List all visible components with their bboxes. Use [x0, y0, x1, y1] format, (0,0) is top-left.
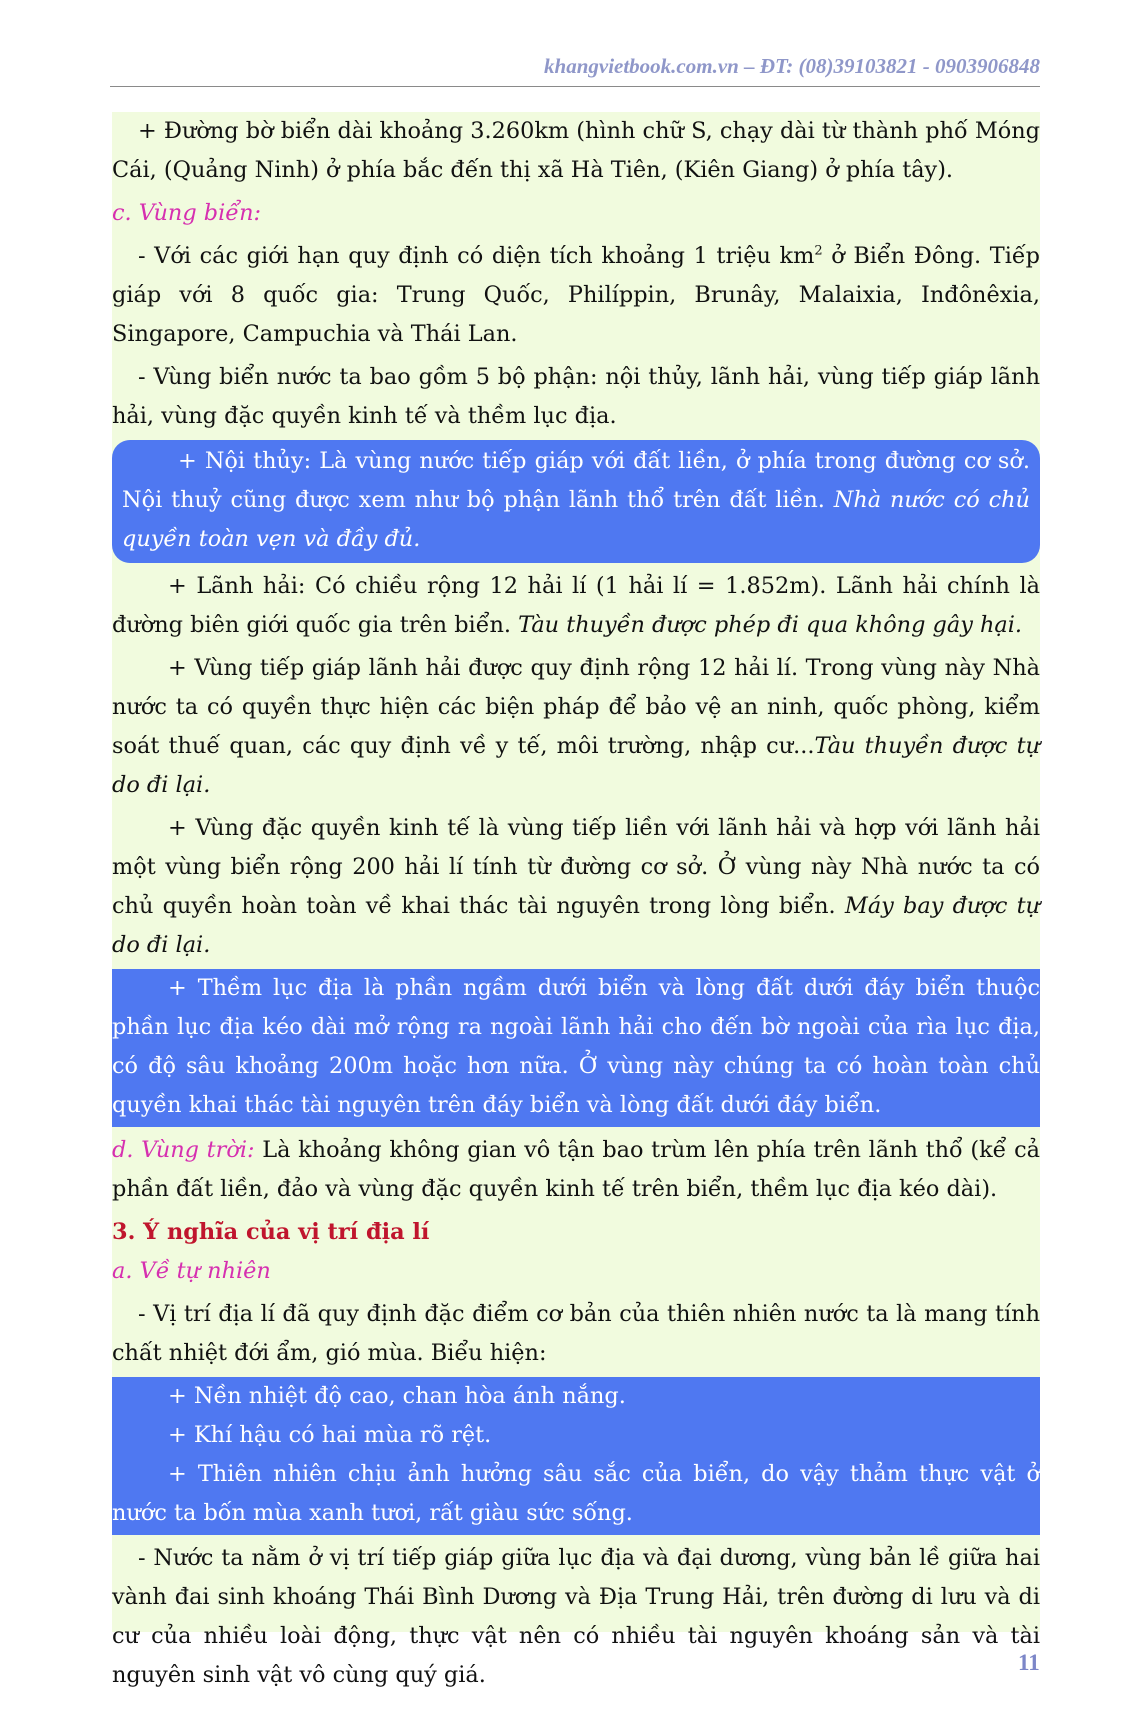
section-d-heading: d. Vùng trời:	[112, 1137, 255, 1163]
section-3-heading: 3. Ý nghĩa của vị trí địa lí	[112, 1219, 430, 1245]
internal-waters-text: + Nội thủy: Là vùng nước tiếp giáp với đất liền, ở phía trong đường cơ sở. Nội thuỷ cũng được xem như bộ phận lãnh thổ trên đất liền.	[122, 448, 1030, 513]
feature-temperature: + Nền nhiệt độ cao, chan hòa ánh nắng.	[168, 1383, 626, 1409]
section-a-heading: a. Về tự nhiên	[112, 1258, 271, 1284]
internal-waters-highlight	[112, 440, 1040, 563]
contiguous-zone-text: + Vùng tiếp giáp lãnh hải được quy định rộng 12 hải lí. Trong vùng này Nhà nước ta có quyền thực hiện các biện pháp để bảo vệ an ninh, quốc phòng, kiểm soát thuế quan, các quy định về y tế, môi trường, nhập cư...	[112, 655, 1040, 759]
airspace-text: Là khoảng không gian vô tận bao trùm lên phía trên lãnh thổ (kể cả phần đất liền, đảo và vùng đặc quyền kinh tế trên biển, thềm lục địa kéo dài).	[112, 1137, 1040, 1202]
coastline-paragraph: + Đường bờ biển dài khoảng 3.260km (hình chữ S, chạy dài từ thành phố Móng Cái, (Quảng Ninh) ở phía bắc đến thị xã Hà Tiên, (Kiên Giang) ở phía tây).	[112, 118, 1040, 183]
resources-paragraph: - Nước ta nằm ở vị trí tiếp giáp giữa lục địa và đại dương, vùng bản lề giữa hai vành đai sinh khoáng Thái Bình Dương và Địa Trung Hải, trên đường di lưu và di cư của nhiều loài động, thực vật nên có nhiều tài nguyên khoáng sản và tài nguyên sinh vật vô cùng quý giá.	[112, 1545, 1040, 1688]
territorial-sea-paragraph	[112, 567, 1040, 645]
contiguous-zone-italic: Tàu thuyền được tự do đi lại.	[112, 733, 1040, 798]
sea-area-text-cont: ở Biển Đông. Tiếp giáp với 8 quốc gia: Trung Quốc, Philíppin, Brunây, Malaixia, Inđônêxia, Singapore, Campuchia và Thái Lan.	[112, 243, 1040, 347]
territorial-sea-italic: Tàu thuyền được phép đi qua không gây hại.	[518, 612, 1023, 638]
sea-area-text: - Với các giới hạn quy định có diện tích khoảng 1 triệu km	[138, 243, 815, 269]
page-number: 11	[1018, 1650, 1040, 1675]
header-divider	[110, 86, 1040, 87]
section-c-heading: c. Vùng biển:	[112, 200, 262, 226]
continental-shelf-highlight	[112, 969, 1040, 1127]
contiguous-zone-paragraph	[112, 649, 1040, 805]
continental-shelf-paragraph: + Thềm lục địa là phần ngầm dưới biển và lòng đất dưới đáy biển thuộc phần lục địa kéo dài mở rộng ra ngoài lãnh hải cho đến bờ ngoài của rìa lục địa, có độ sâu khoảng 200m hoặc hơn nữa. Ở vùng này chúng ta có hoàn toàn chủ quyền khai thác tài nguyên trên đáy biển và lòng đất dưới đáy biển.	[112, 975, 1040, 1118]
internal-waters-italic: Nhà nước có chủ quyền toàn vẹn và đầy đủ.	[122, 487, 1030, 552]
eez-italic: Máy bay được tự do đi lại.	[112, 893, 1040, 958]
sea-area-paragraph	[112, 237, 1040, 354]
internal-waters-paragraph	[122, 442, 1030, 559]
superscript: 2	[814, 243, 823, 259]
feature-climate: + Khí hậu có hai mùa rõ rệt.	[168, 1422, 492, 1448]
eez-text: + Vùng đặc quyền kinh tế là vùng tiếp liền với lãnh hải và hợp với lãnh hải một vùng biển rộng 200 hải lí tính từ đường cơ sở. Ở vùng này Nhà nước ta có chủ quyền hoàn toàn về khai thác tài nguyên trong lòng biển.	[112, 815, 1040, 919]
airspace-paragraph	[112, 1131, 1040, 1209]
feature-sea-influence: + Thiên nhiên chịu ảnh hưởng sâu sắc của biển, do vậy thảm thực vật ở nước ta bốn mùa xanh tươi, rất giàu sức sống.	[112, 1461, 1040, 1526]
nature-paragraph: - Vị trí địa lí đã quy định đặc điểm cơ bản của thiên nhiên nước ta là mang tính chất nhiệt đới ẩm, gió mùa. Biểu hiện:	[112, 1301, 1040, 1366]
eez-paragraph	[112, 809, 1040, 965]
page-header: khangvietbook.com.vn – ĐT: (08)39103821 - 0903906848	[544, 54, 1040, 78]
territorial-sea-text: + Lãnh hải: Có chiều rộng 12 hải lí (1 hải lí = 1.852m). Lãnh hải chính là đường biên giới quốc gia trên biển.	[112, 573, 1040, 638]
sea-parts-paragraph: - Vùng biển nước ta bao gồm 5 bộ phận: nội thủy, lãnh hải, vùng tiếp giáp lãnh hải, vùng đặc quyền kinh tế và thềm lục địa.	[112, 364, 1040, 429]
nature-features-highlight	[112, 1377, 1040, 1535]
